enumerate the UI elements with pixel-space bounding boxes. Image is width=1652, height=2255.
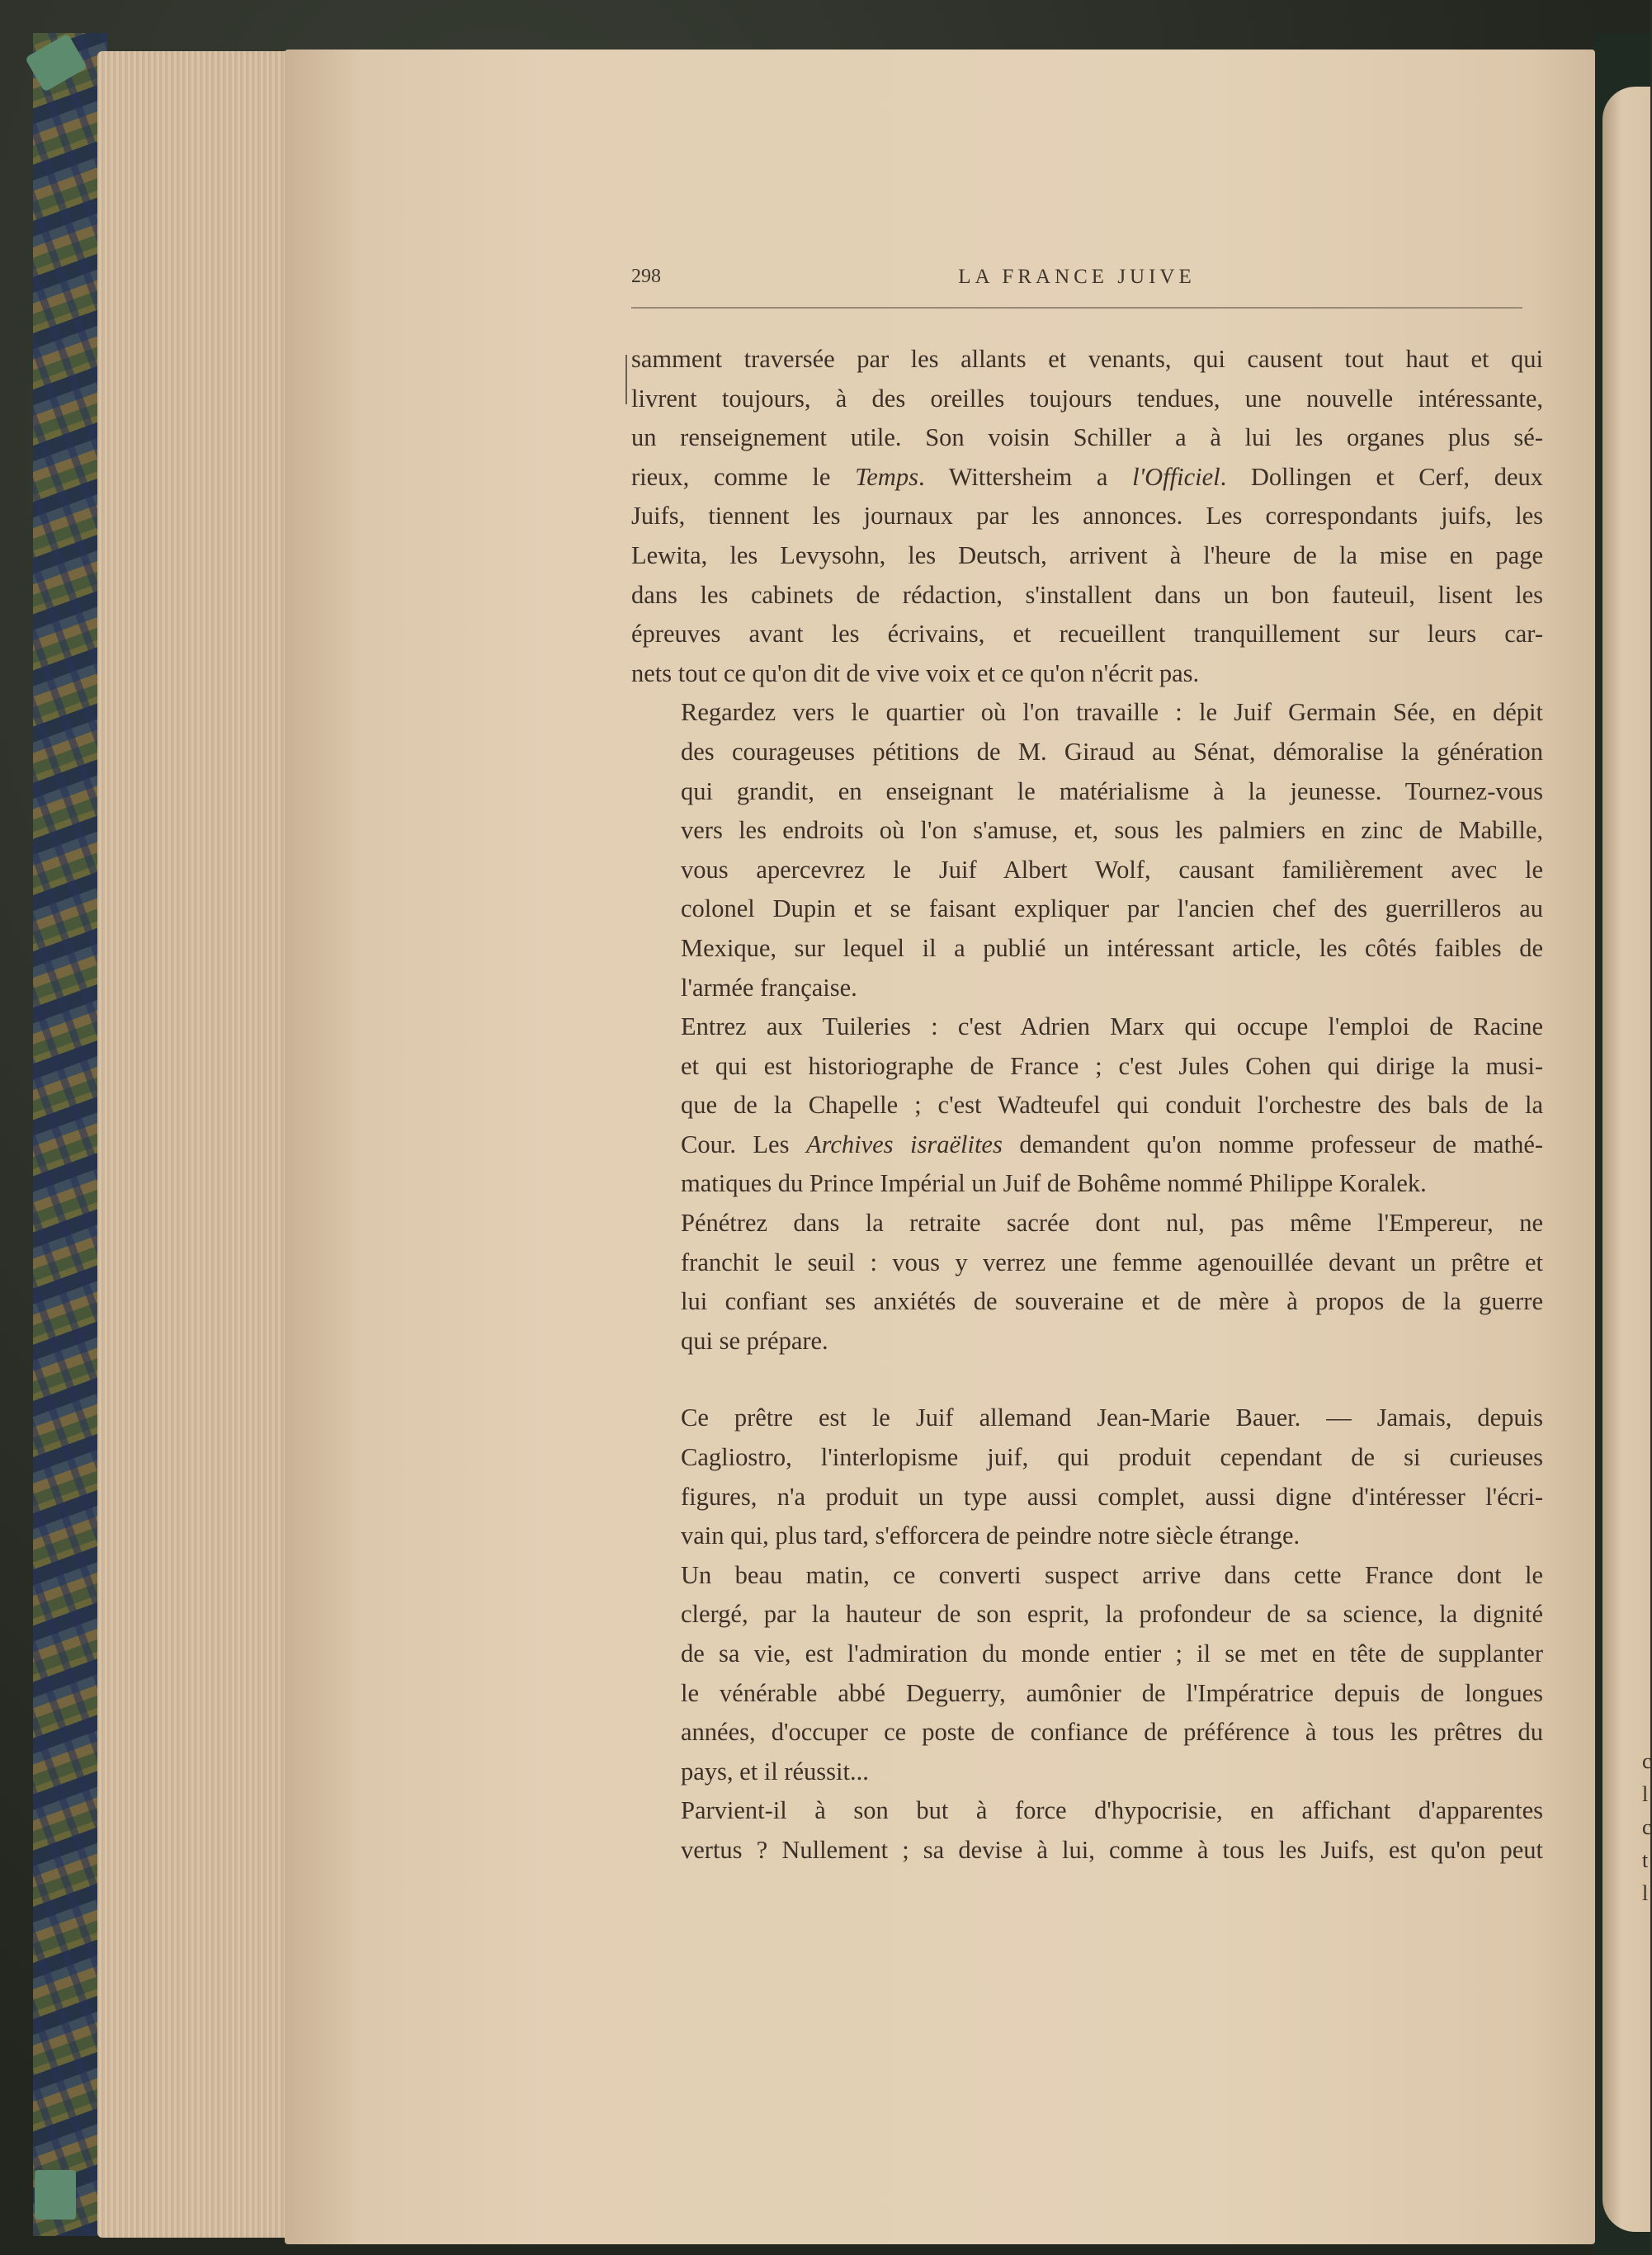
paragraph — [631, 1399, 1543, 1555]
text-line: livrent toujours, à des oreilles toujours tendues, une nouvelle intéressante, — [631, 384, 1543, 413]
text-line: lui confiant ses anxiétés de souveraine et de mère à propos de la guerre — [681, 1287, 1543, 1316]
text-line: vain qui, plus tard, s'efforcera de peindre notre siècle étrange. — [681, 1521, 1300, 1550]
text-line: qui grandit, en enseignant le matérialisme à la jeunesse. Tournez-vous — [681, 776, 1543, 805]
paragraph — [631, 1007, 1543, 1204]
text-line: et qui est historiographe de France ; c'est Jules Cohen qui dirige la musi- — [681, 1051, 1543, 1080]
text-line: de sa vie, est l'admiration du monde entier ; il se met en tête de supplanter — [681, 1639, 1543, 1668]
page-number: 298 — [631, 266, 661, 287]
text-line: épreuves avant les écrivains, et recueillent tranquillement sur leurs car- — [631, 620, 1543, 649]
text-line: figures, n'a produit un type aussi complet, aussi digne d'intéresser l'écri- — [681, 1482, 1543, 1511]
text-line: matiques du Prince Impérial un Juif de Bohême nommé Philippe Koralek. — [681, 1169, 1427, 1198]
text-line: Regardez vers le quartier où l'on travaille : le Juif Germain Sée, en dépit — [681, 698, 1543, 727]
text-line: vous apercevrez le Juif Albert Wolf, causant familièrement avec le — [681, 855, 1543, 884]
text-line: Mexique, sur lequel il a publié un intéressant article, les côtés faibles de — [681, 933, 1543, 962]
page-header — [631, 266, 1522, 299]
next-page-letter: l — [1642, 1782, 1649, 1806]
text-line: clergé, par la hauteur de son esprit, la profondeur de sa science, la dignité — [681, 1600, 1543, 1629]
paragraph — [631, 1556, 1543, 1792]
next-page-edge — [1602, 87, 1650, 2232]
paragraph — [631, 693, 1543, 1007]
page-stack-edge — [97, 51, 304, 2238]
text-line: Cour. Les Archives israëlites demandent qu'on nomme professeur de mathé- — [681, 1130, 1544, 1158]
text-line: rieux, comme le Temps. Wittersheim a l'Officiel. Dollingen et Cerf, deux — [631, 462, 1544, 491]
paragraph — [631, 1791, 1543, 1870]
text-line: Pénétrez dans la retraite sacrée dont nul, pas même l'Empereur, ne — [681, 1209, 1543, 1238]
paragraph — [631, 340, 1543, 693]
text-line: samment traversée par les allants et venants, qui causent tout haut et qui — [631, 345, 1543, 373]
text-line: dans les cabinets de rédaction, s'installent dans un bon fauteuil, lisent les — [631, 580, 1543, 609]
text-line: vertus ? Nullement ; sa devise à lui, comme à tous les Juifs, est qu'on peut — [681, 1835, 1543, 1864]
next-page-letter: l — [1642, 1881, 1649, 1905]
text-line: franchit le seuil : vous y verrez une femme agenouillée devant un prêtre et — [681, 1248, 1543, 1276]
next-page-letter: c — [1642, 1749, 1652, 1773]
margin-mark — [625, 355, 627, 404]
text-line: le vénérable abbé Deguerry, aumônier de l'Impératrice depuis de longues — [681, 1678, 1543, 1707]
text-line: Ce prêtre est le Juif allemand Jean-Marie Bauer. — Jamais, depuis — [681, 1403, 1543, 1432]
page-body — [631, 340, 1543, 1871]
text-line: Juifs, tiennent les journaux par les annonces. Les correspondants juifs, les — [631, 502, 1543, 531]
text-line: Lewita, les Levysohn, les Deutsch, arrivent à l'heure de la mise en page — [631, 540, 1543, 569]
running-title: LA FRANCE JUIVE — [958, 266, 1196, 288]
text-line: Un beau matin, ce converti suspect arrive dans cette France dont le — [681, 1560, 1543, 1589]
text-line: un renseignement utile. Son voisin Schiller a à lui les organes plus sé- — [631, 423, 1543, 452]
text-line: pays, et il réussit... — [681, 1757, 869, 1786]
text-line: des courageuses pétitions de M. Giraud au Sénat, démoralise la génération — [681, 737, 1543, 766]
header-rule — [631, 307, 1522, 309]
text-line: qui se prépare. — [681, 1326, 828, 1355]
text-line: Entrez aux Tuileries : c'est Adrien Marx qui occupe l'emploi de Racine — [681, 1012, 1543, 1041]
text-line: Parvient-il à son but à force d'hypocrisie, en affichant d'apparentes — [681, 1796, 1543, 1825]
cover-corner-bottom — [35, 2170, 76, 2220]
next-page-letters — [1642, 1745, 1652, 1910]
text-line: que de la Chapelle ; c'est Wadteufel qui conduit l'orchestre des bals de la — [681, 1091, 1543, 1120]
marbled-page-edge — [33, 33, 107, 2236]
next-page-letter: t — [1642, 1848, 1649, 1872]
text-line: nets tout ce qu'on dit de vive voix et ce qu'on n'écrit pas. — [631, 658, 1200, 687]
text-line: vers les endroits où l'on s'amuse, et, sous les palmiers en zinc de Mabille, — [681, 816, 1543, 845]
text-line: Cagliostro, l'interlopisme juif, qui produit cependant de si curieuses — [681, 1443, 1543, 1472]
next-page-letter: c — [1642, 1815, 1652, 1839]
paragraph — [631, 1204, 1543, 1361]
text-line: colonel Dupin et se faisant expliquer par l'ancien chef des guerrilleros au — [681, 894, 1543, 923]
text-line: l'armée française. — [681, 973, 857, 1002]
text-line: années, d'occuper ce poste de confiance de préférence à tous les prêtres du — [681, 1718, 1543, 1747]
